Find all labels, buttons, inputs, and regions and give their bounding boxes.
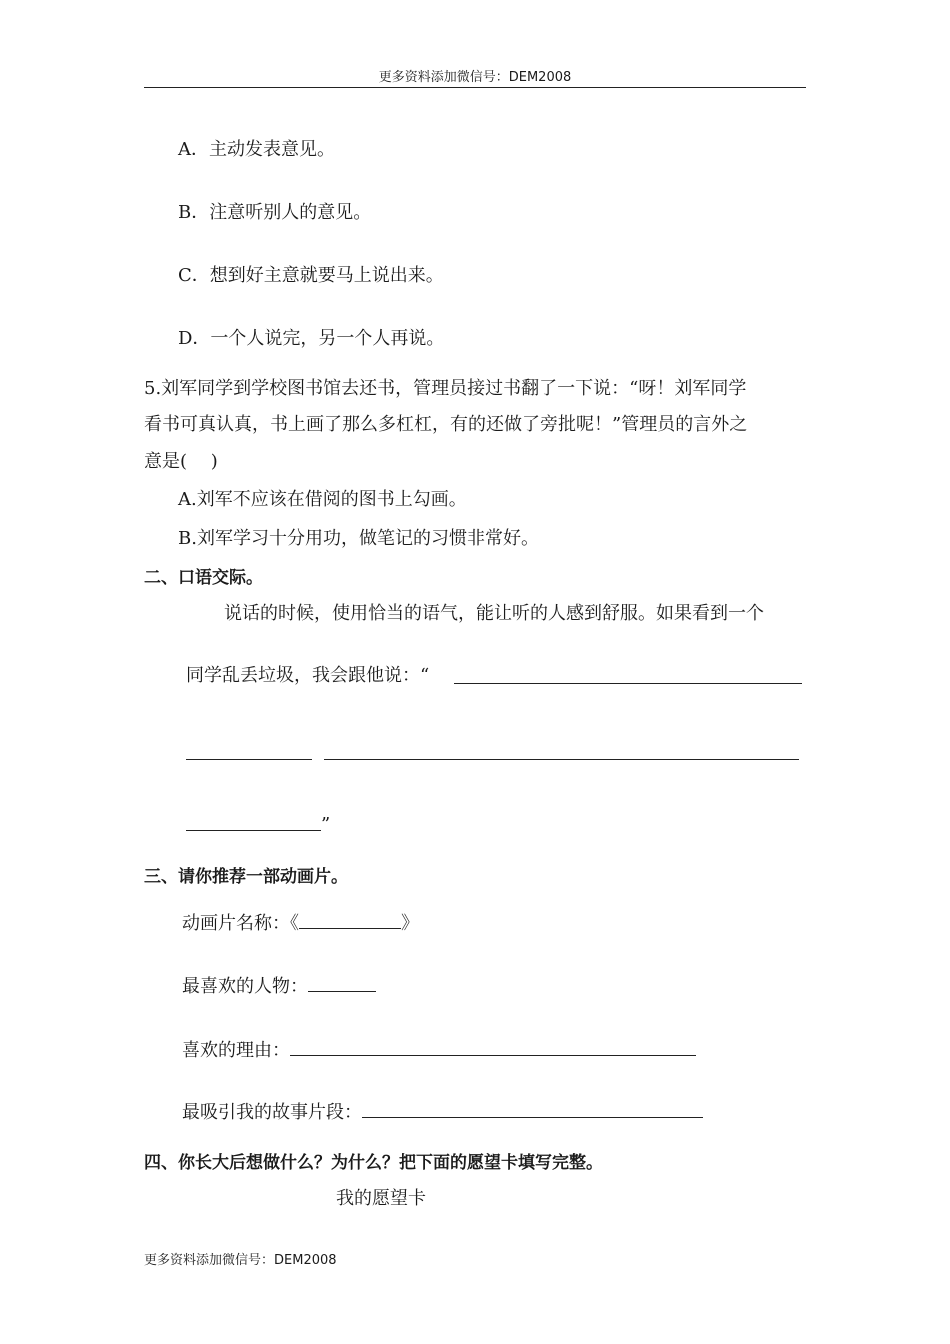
story-row	[182, 1104, 703, 1122]
story-label: 最吸引我的故事片段：	[182, 1102, 362, 1123]
q5-option-a: A.刘军不应该在借阅的图书上勾画。	[178, 489, 467, 510]
cartoon-name-label: 动画片名称：《	[182, 913, 299, 934]
q4-option-b: B．注意听别人的意见。	[178, 202, 372, 223]
section-3-title: 三、请你推荐一部动画片。	[144, 867, 348, 887]
cartoon-name-row	[182, 915, 419, 933]
answer-blank-3[interactable]	[186, 830, 321, 831]
q4-option-a: A．主动发表意见。	[178, 139, 335, 160]
reason-row	[182, 1042, 696, 1060]
section-2-sentence-start: 同学乱丢垃圾，我会跟他说：“	[186, 665, 430, 686]
section-2-title: 二、口语交际。	[144, 568, 263, 588]
section-2-prompt: 说话的时候，使用恰当的语气，能让听的人感到舒服。如果看到一个	[224, 603, 764, 624]
header-rule	[144, 87, 806, 88]
answer-blank-2b[interactable]	[324, 759, 799, 760]
q5-line-3: 意是( )	[144, 451, 218, 472]
answer-blank-1[interactable]	[454, 683, 802, 684]
character-row	[182, 978, 376, 996]
q5-line-2: 看书可真认真，书上画了那么多杠杠，有的还做了旁批呢！”管理员的言外之	[144, 414, 748, 435]
story-blank[interactable]	[362, 1115, 703, 1118]
q4-option-d: D．一个人说完，另一个人再说。	[178, 328, 445, 349]
character-label: 最喜欢的人物：	[182, 976, 308, 997]
page-footer: 更多资料添加微信号：DEM2008	[144, 1253, 337, 1268]
reason-label: 喜欢的理由：	[182, 1040, 290, 1061]
cartoon-name-close: 》	[401, 913, 419, 934]
q4-option-c: C．想到好主意就要马上说出来。	[178, 265, 444, 286]
page-header: 更多资料添加微信号：DEM2008	[378, 70, 572, 85]
character-blank[interactable]	[308, 989, 376, 992]
q5-line-1: 5.刘军同学到学校图书馆去还书，管理员接过书翻了一下说：“呀！刘军同学	[144, 378, 747, 399]
closing-quote: ”	[321, 814, 331, 835]
cartoon-name-blank[interactable]	[299, 926, 401, 929]
wish-card-title: 我的愿望卡	[336, 1188, 426, 1209]
q5-option-b: B.刘军学习十分用功，做笔记的习惯非常好。	[178, 528, 539, 549]
reason-blank[interactable]	[290, 1053, 696, 1056]
section-4-title: 四、你长大后想做什么？为什么？把下面的愿望卡填写完整。	[144, 1153, 603, 1173]
answer-blank-2a[interactable]	[186, 759, 312, 760]
